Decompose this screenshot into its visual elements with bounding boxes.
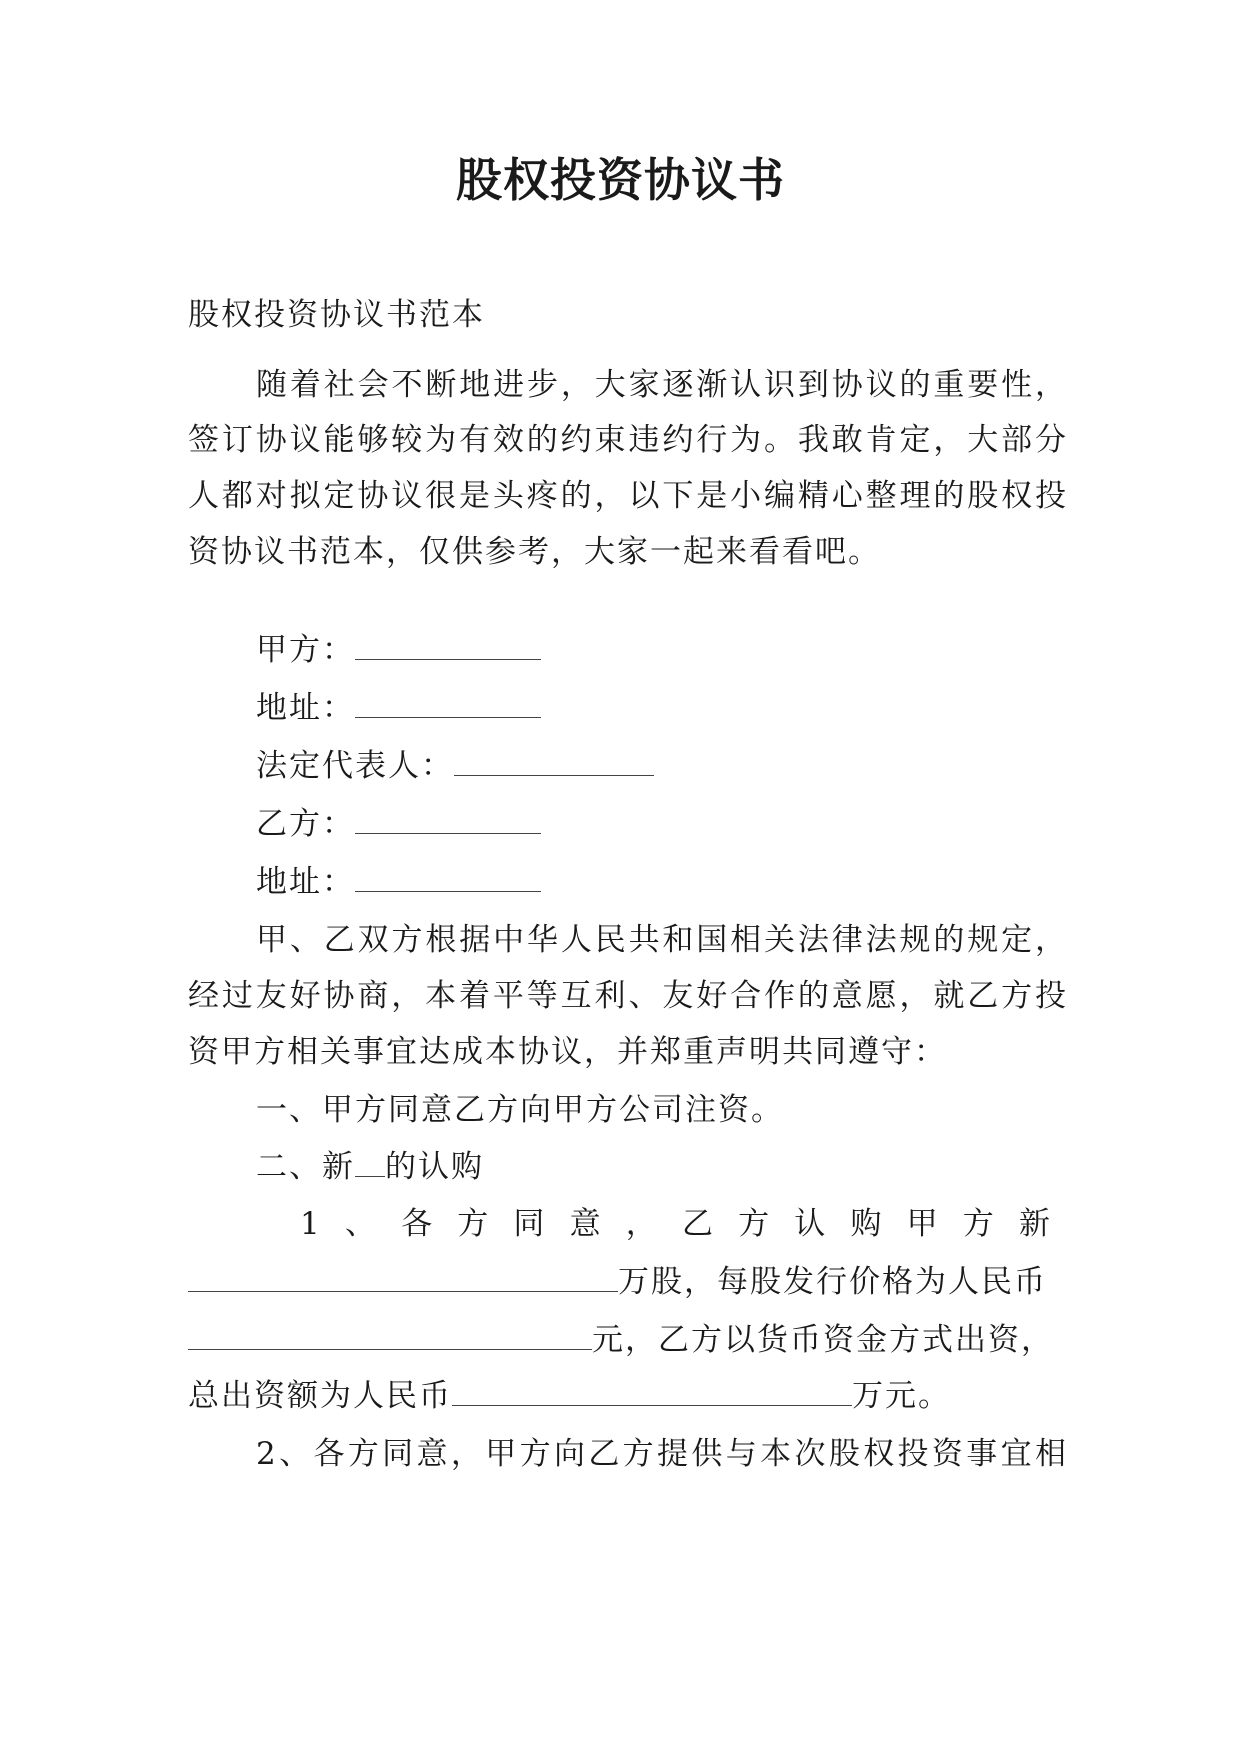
item-1-line-4-suffix: 万元。: [852, 1378, 951, 1414]
preamble-line-2: 经过友好协商，本着平等互利、友好合作的意愿，就乙方投: [188, 978, 1068, 1014]
item-1-char: 同: [513, 1206, 547, 1242]
item-1-char: 、: [344, 1206, 378, 1242]
address-a-label: 地址：: [256, 690, 355, 726]
party-a-blank: [355, 629, 541, 660]
intro-line-1: 随着社会不断地进步，大家逐渐认识到协议的重要性，: [256, 367, 1068, 403]
item-1-char: 各: [401, 1206, 435, 1242]
item-1-char: 1: [300, 1206, 322, 1242]
preamble-line-3: 资甲方相关事宜达成本协议，并郑重声明共同遵守：: [188, 1034, 947, 1070]
item-1-line-1: [300, 1202, 1052, 1246]
preamble-line-1: 甲、乙双方根据中华人民共和国相关法律法规的规定，: [256, 922, 1068, 958]
party-a-row: [256, 628, 1068, 672]
document-subtitle: 股权投资协议书范本: [188, 297, 485, 333]
total-amount-blank: [452, 1375, 852, 1406]
clause-2-prefix: 二、新: [256, 1149, 355, 1185]
address-b-row: [256, 860, 1068, 904]
intro-line-4: 资协议书范本，仅供参考，大家一起来看看吧。: [188, 534, 881, 570]
item-1-char: 购: [850, 1206, 884, 1242]
item-1-char: 认: [794, 1206, 828, 1242]
party-b-blank: [355, 803, 541, 834]
party-b-label: 乙方：: [256, 806, 355, 842]
item-1-line-3: [188, 1318, 1068, 1362]
item-2-line-1: 2、各方同意，甲方向乙方提供与本次股权投资事宜相: [256, 1436, 1068, 1472]
intro-line-3: 人都对拟定协议很是头疼的，以下是小编精心整理的股权投: [188, 478, 1068, 514]
item-1-char: 方: [962, 1206, 996, 1242]
address-b-blank: [355, 861, 541, 892]
address-a-blank: [355, 687, 541, 718]
legal-rep-blank: [454, 745, 654, 776]
party-a-label: 甲方：: [256, 632, 355, 668]
item-1-char: 方: [457, 1206, 491, 1242]
item-1-line-4-prefix: 总出资额为人民币: [188, 1378, 452, 1414]
intro-line-2: 签订协议能够较为有效的约束违约行为。我敢肯定，大部分: [188, 422, 1068, 458]
item-1-line-3-text: 元，乙方以货币资金方式出资，: [592, 1322, 1054, 1358]
address-a-row: [256, 686, 1068, 730]
clause-1: 一、甲方同意乙方向甲方公司注资。: [256, 1092, 784, 1128]
legal-rep-label: 法定代表人：: [256, 748, 454, 784]
item-1-char: ，: [625, 1206, 659, 1242]
item-1-line-2: [188, 1260, 1068, 1304]
item-1-char: 方: [738, 1206, 772, 1242]
clause-2-blank: [355, 1146, 385, 1177]
clause-2-row: [256, 1145, 1068, 1189]
legal-rep-row: [256, 744, 1068, 788]
item-1-char: 乙: [681, 1206, 715, 1242]
item-1-char: 新: [1018, 1206, 1052, 1242]
price-blank: [188, 1319, 592, 1350]
item-1-line-2-text: 万股，每股发行价格为人民币: [618, 1264, 1047, 1300]
shares-blank: [188, 1261, 618, 1292]
clause-2-suffix: 的认购: [385, 1149, 484, 1185]
item-1-line-4: [188, 1374, 1068, 1418]
address-b-label: 地址：: [256, 864, 355, 900]
document-title: 股权投资协议书: [456, 153, 785, 207]
item-1-char: 甲: [906, 1206, 940, 1242]
party-b-row: [256, 802, 1068, 846]
item-1-char: 意: [569, 1206, 603, 1242]
